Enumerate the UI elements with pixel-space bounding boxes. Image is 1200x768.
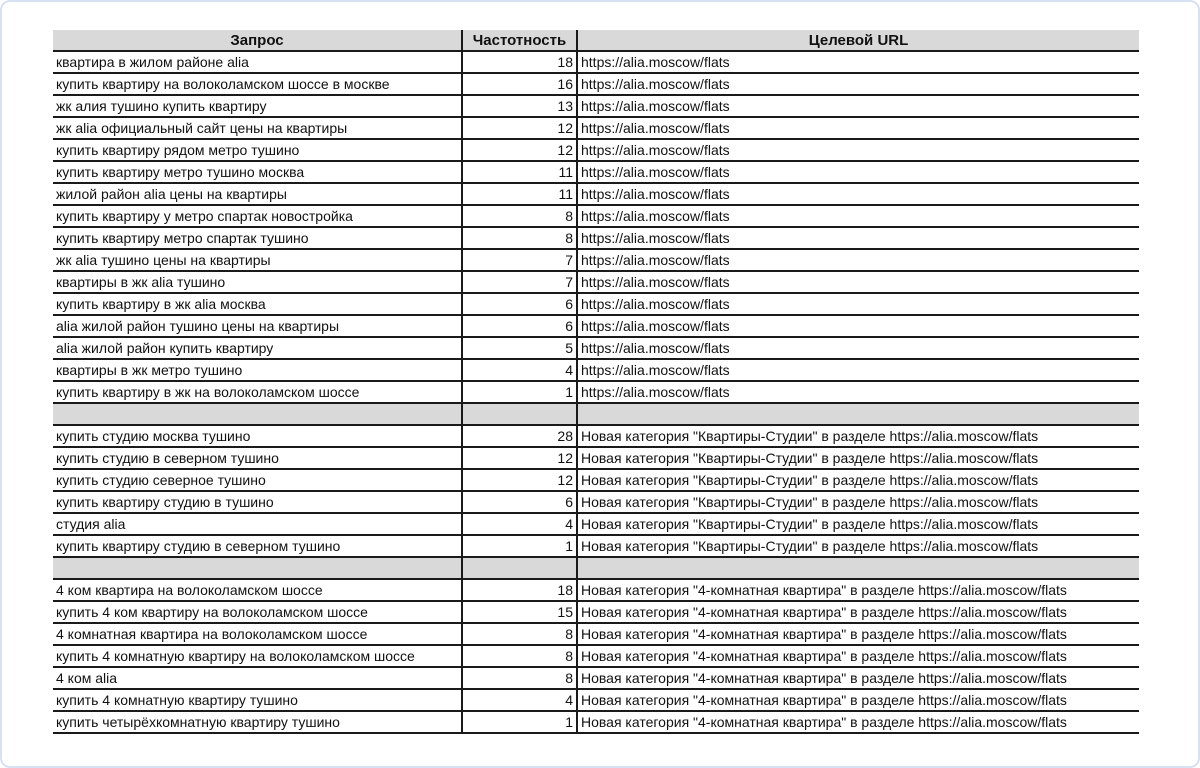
target-url-cell: https://alia.moscow/flats bbox=[577, 205, 1139, 227]
target-url-cell: Новая категория "Квартиры-Студии" в разделе https://alia.moscow/flats bbox=[577, 469, 1139, 491]
query-cell: купить квартиру студию в тушино bbox=[53, 491, 462, 513]
target-url-cell: Новая категория "Квартиры-Студии" в разделе https://alia.moscow/flats bbox=[577, 535, 1139, 557]
group-separator-row bbox=[53, 557, 1139, 579]
frequency-cell: 16 bbox=[462, 73, 577, 95]
table-row bbox=[53, 381, 1139, 403]
target-url-cell: https://alia.moscow/flats bbox=[577, 73, 1139, 95]
table-row bbox=[53, 623, 1139, 645]
query-cell: купить квартиру метро тушино москва bbox=[53, 161, 462, 183]
frequency-cell: 12 bbox=[462, 117, 577, 139]
target-url-cell: Новая категория "4-комнатная квартира" в разделе https://alia.moscow/flats bbox=[577, 645, 1139, 667]
query-cell: жк alia официальный сайт цены на квартиры bbox=[53, 117, 462, 139]
table-row bbox=[53, 271, 1139, 293]
table-row bbox=[53, 337, 1139, 359]
query-cell: alia жилой район купить квартиру bbox=[53, 337, 462, 359]
frequency-cell: 8 bbox=[462, 205, 577, 227]
frequency-cell: 7 bbox=[462, 249, 577, 271]
table-row bbox=[53, 95, 1139, 117]
table-row bbox=[53, 469, 1139, 491]
frequency-cell: 5 bbox=[462, 337, 577, 359]
table-row bbox=[53, 535, 1139, 557]
query-cell: жилой район alia цены на квартиры bbox=[53, 183, 462, 205]
query-cell: купить квартиру метро спартак тушино bbox=[53, 227, 462, 249]
target-url-cell: https://alia.moscow/flats bbox=[577, 161, 1139, 183]
table-row bbox=[53, 667, 1139, 689]
target-url-cell: Новая категория "4-комнатная квартира" в разделе https://alia.moscow/flats bbox=[577, 667, 1139, 689]
frequency-cell: 6 bbox=[462, 293, 577, 315]
frequency-cell: 4 bbox=[462, 513, 577, 535]
query-cell: купить 4 комнатную квартиру на волоколамском шоссе bbox=[53, 645, 462, 667]
target-url-cell: https://alia.moscow/flats bbox=[577, 117, 1139, 139]
target-url-cell: https://alia.moscow/flats bbox=[577, 183, 1139, 205]
table-row bbox=[53, 689, 1139, 711]
target-url-cell: https://alia.moscow/flats bbox=[577, 95, 1139, 117]
table-row bbox=[53, 293, 1139, 315]
frequency-cell: 8 bbox=[462, 645, 577, 667]
table-row bbox=[53, 359, 1139, 381]
target-url-cell: Новая категория "4-комнатная квартира" в разделе https://alia.moscow/flats bbox=[577, 601, 1139, 623]
query-cell: купить 4 комнатную квартиру тушино bbox=[53, 689, 462, 711]
group-separator-row bbox=[53, 403, 1139, 425]
frequency-cell: 1 bbox=[462, 535, 577, 557]
query-cell: 4 ком alia bbox=[53, 667, 462, 689]
target-url-cell: https://alia.moscow/flats bbox=[577, 51, 1139, 73]
table-row bbox=[53, 51, 1139, 73]
target-url-cell: https://alia.moscow/flats bbox=[577, 315, 1139, 337]
target-url-cell: https://alia.moscow/flats bbox=[577, 271, 1139, 293]
table-row bbox=[53, 447, 1139, 469]
query-cell: квартира в жилом районе alia bbox=[53, 51, 462, 73]
target-url-cell: Новая категория "Квартиры-Студии" в разделе https://alia.moscow/flats bbox=[577, 513, 1139, 535]
table-row bbox=[53, 491, 1139, 513]
frequency-cell: 28 bbox=[462, 425, 577, 447]
query-cell: квартиры в жк метро тушино bbox=[53, 359, 462, 381]
target-url-cell: https://alia.moscow/flats bbox=[577, 359, 1139, 381]
query-cell: купить квартиру у метро спартак новостройка bbox=[53, 205, 462, 227]
table-body bbox=[53, 51, 1139, 733]
frequency-cell: 7 bbox=[462, 271, 577, 293]
query-cell: купить квартиру студию в северном тушино bbox=[53, 535, 462, 557]
query-cell: купить 4 ком квартиру на волоколамском шоссе bbox=[53, 601, 462, 623]
frequency-cell: 12 bbox=[462, 469, 577, 491]
frequency-cell: 4 bbox=[462, 689, 577, 711]
frequency-cell: 8 bbox=[462, 667, 577, 689]
frequency-cell: 4 bbox=[462, 359, 577, 381]
table-row bbox=[53, 249, 1139, 271]
table-row bbox=[53, 711, 1139, 733]
frequency-cell: 18 bbox=[462, 579, 577, 601]
table-row bbox=[53, 161, 1139, 183]
query-cell: купить студию северное тушино bbox=[53, 469, 462, 491]
header-row bbox=[53, 30, 1139, 51]
query-cell: alia жилой район тушино цены на квартиры bbox=[53, 315, 462, 337]
target-url-cell: Новая категория "4-комнатная квартира" в разделе https://alia.moscow/flats bbox=[577, 711, 1139, 733]
target-url-cell: https://alia.moscow/flats bbox=[577, 227, 1139, 249]
query-cell: купить квартиру рядом метро тушино bbox=[53, 139, 462, 161]
keyword-table bbox=[53, 30, 1139, 734]
table-row bbox=[53, 183, 1139, 205]
table-row bbox=[53, 601, 1139, 623]
query-cell: купить квартиру в жк на волоколамском шоссе bbox=[53, 381, 462, 403]
table-row bbox=[53, 645, 1139, 667]
sep-query bbox=[53, 557, 462, 579]
table-row bbox=[53, 73, 1139, 95]
table-row bbox=[53, 513, 1139, 535]
table-row bbox=[53, 139, 1139, 161]
table-row bbox=[53, 315, 1139, 337]
frequency-cell: 1 bbox=[462, 381, 577, 403]
frequency-cell: 18 bbox=[462, 51, 577, 73]
frequency-cell: 12 bbox=[462, 139, 577, 161]
target-url-cell: Новая категория "4-комнатная квартира" в разделе https://alia.moscow/flats bbox=[577, 623, 1139, 645]
sep-url bbox=[577, 557, 1139, 579]
target-url-cell: https://alia.moscow/flats bbox=[577, 381, 1139, 403]
header-query: Запрос bbox=[53, 30, 462, 51]
query-cell: 4 комнатная квартира на волоколамском шоссе bbox=[53, 623, 462, 645]
frequency-cell: 11 bbox=[462, 183, 577, 205]
frequency-cell: 1 bbox=[462, 711, 577, 733]
sep-url bbox=[577, 403, 1139, 425]
target-url-cell: Новая категория "4-комнатная квартира" в разделе https://alia.moscow/flats bbox=[577, 579, 1139, 601]
query-cell: купить студию в северном тушино bbox=[53, 447, 462, 469]
sep-freq bbox=[462, 403, 577, 425]
table-row bbox=[53, 579, 1139, 601]
target-url-cell: Новая категория "Квартиры-Студии" в разделе https://alia.moscow/flats bbox=[577, 425, 1139, 447]
sep-query bbox=[53, 403, 462, 425]
frequency-cell: 8 bbox=[462, 623, 577, 645]
frequency-cell: 6 bbox=[462, 315, 577, 337]
query-cell: купить студию москва тушино bbox=[53, 425, 462, 447]
query-cell: жк alia тушино цены на квартиры bbox=[53, 249, 462, 271]
header-target-url: Целевой URL bbox=[577, 30, 1139, 51]
frequency-cell: 12 bbox=[462, 447, 577, 469]
target-url-cell: Новая категория "Квартиры-Студии" в разделе https://alia.moscow/flats bbox=[577, 447, 1139, 469]
target-url-cell: Новая категория "4-комнатная квартира" в разделе https://alia.moscow/flats bbox=[577, 689, 1139, 711]
query-cell: студия alia bbox=[53, 513, 462, 535]
table-row bbox=[53, 227, 1139, 249]
table-row bbox=[53, 425, 1139, 447]
query-cell: купить квартиру на волоколамском шоссе в москве bbox=[53, 73, 462, 95]
query-cell: 4 ком квартира на волоколамском шоссе bbox=[53, 579, 462, 601]
query-cell: купить четырёхкомнатную квартиру тушино bbox=[53, 711, 462, 733]
sep-freq bbox=[462, 557, 577, 579]
target-url-cell: https://alia.moscow/flats bbox=[577, 249, 1139, 271]
frequency-cell: 11 bbox=[462, 161, 577, 183]
header-frequency: Частотность bbox=[462, 30, 577, 51]
query-cell: квартиры в жк alia тушино bbox=[53, 271, 462, 293]
query-cell: жк алия тушино купить квартиру bbox=[53, 95, 462, 117]
frequency-cell: 6 bbox=[462, 491, 577, 513]
table-row bbox=[53, 205, 1139, 227]
frequency-cell: 13 bbox=[462, 95, 577, 117]
target-url-cell: Новая категория "Квартиры-Студии" в разделе https://alia.moscow/flats bbox=[577, 491, 1139, 513]
frequency-cell: 15 bbox=[462, 601, 577, 623]
target-url-cell: https://alia.moscow/flats bbox=[577, 139, 1139, 161]
target-url-cell: https://alia.moscow/flats bbox=[577, 337, 1139, 359]
frequency-cell: 8 bbox=[462, 227, 577, 249]
table-row bbox=[53, 117, 1139, 139]
target-url-cell: https://alia.moscow/flats bbox=[577, 293, 1139, 315]
query-cell: купить квартиру в жк alia москва bbox=[53, 293, 462, 315]
